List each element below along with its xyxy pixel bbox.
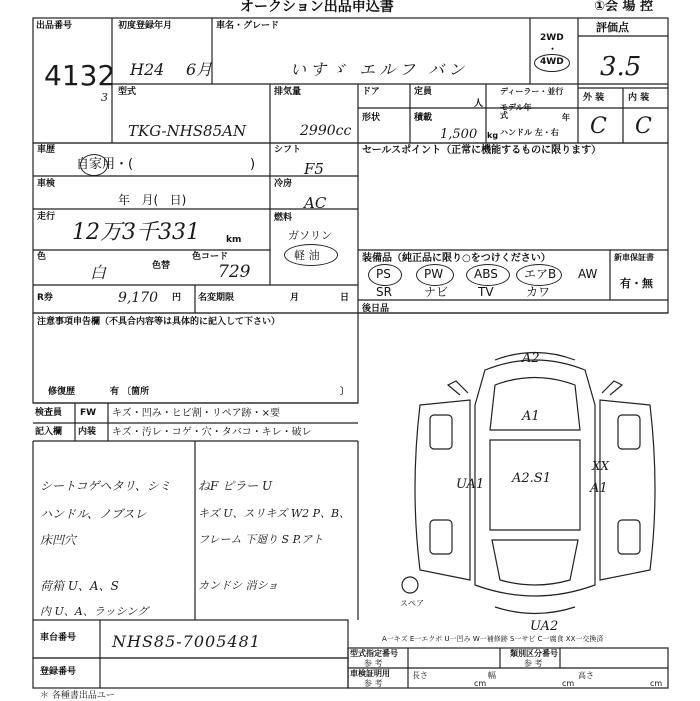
- inspection-note-5: 内 U、A、ラッシング: [40, 605, 148, 618]
- diagram-mark-right: A1: [590, 481, 608, 496]
- diagram-mark-left: UA1: [456, 477, 485, 492]
- height-unit: cm: [650, 679, 663, 688]
- shift-value: F5: [304, 160, 324, 178]
- recycle-label: R券: [37, 293, 53, 303]
- color-code-label: 色コード: [192, 252, 229, 262]
- interior-label: 内 装: [628, 93, 650, 103]
- registration-era: H24: [130, 60, 165, 79]
- damage-legend: A一キズ E一エクボ U一凹み W一補修跡 S一サビ C一腐食 XX一交換済: [382, 635, 604, 643]
- inspection-note-right-1: ねF ピラー U: [198, 479, 273, 493]
- inspection-note-right-4: カンドシ 消ショ: [198, 579, 279, 592]
- form-title: オークション出品申込書: [240, 0, 394, 15]
- ac-value: AC: [304, 194, 327, 212]
- check-row-interior: キズ・汚レ・コゲ・穴・タバコ・キレ・破レ: [112, 427, 312, 438]
- diagram-mark-bottom: UA2: [530, 619, 559, 634]
- shaken-label: 車検: [37, 179, 56, 189]
- drive-dot: ・: [548, 45, 558, 55]
- handle-label: ハンドル 左・右: [500, 128, 559, 137]
- width-unit: cm: [562, 679, 575, 688]
- recycle-value: 9,170: [118, 290, 159, 306]
- evaluation-label: 評価点: [596, 21, 629, 34]
- repair-close: 〕: [340, 387, 350, 397]
- check-row-exterior: キズ・凹み・ヒビ割・リペア跡・×要: [112, 408, 280, 419]
- km-unit: km: [226, 235, 242, 245]
- diagram-mark-top: A2: [522, 351, 540, 366]
- model-year-label: モデル年式: [500, 103, 532, 120]
- sales-point-label: セールスポイント（正常に機能するものに限ります）: [362, 145, 602, 156]
- equip-kawa: カワ: [526, 285, 551, 299]
- model-value: TKG-NHS85AN: [128, 122, 247, 140]
- history-label: 車歴: [37, 145, 56, 155]
- capacity-label: 定員: [414, 87, 433, 97]
- diagram-mark-center: A2.S1: [512, 471, 551, 486]
- car-name: いすゞ エルフ バン: [290, 60, 469, 79]
- door-label: ドア: [362, 87, 380, 97]
- mileage-value: 12万3千331: [72, 220, 200, 245]
- diagram-mark-right-exchange: XX: [592, 459, 610, 473]
- equipment-label: 装備品（純正品に限り○をつけください）: [362, 253, 551, 264]
- drive-4wd-circle: [534, 54, 570, 72]
- width-label: 幅: [488, 671, 496, 680]
- warranty-label: 新車保証書: [614, 253, 654, 262]
- length-label: 長さ: [412, 671, 428, 680]
- inspection-note-4: 荷箱 U、A、S: [40, 579, 119, 593]
- person-unit: 人: [474, 99, 484, 109]
- accessories-label: 後日品: [362, 304, 390, 314]
- equip-navi: ナビ: [424, 285, 449, 299]
- lot-suffix: 3: [101, 91, 108, 104]
- repair-value: 有 〔箇所: [110, 387, 150, 397]
- exterior-grade: C: [590, 114, 607, 139]
- fuel-label: 燃料: [274, 213, 293, 223]
- exterior-label: 外 装: [583, 93, 605, 103]
- equip-sr: SR: [376, 285, 392, 299]
- drive-4wd: 4WD: [540, 57, 564, 67]
- tone-label: 色替: [152, 261, 171, 271]
- inspection-note-right-3: フレーム 下廻り S P.アト: [198, 533, 324, 546]
- load-value: 1,500: [440, 127, 478, 142]
- inspection-note-1: シートコゲヘタリ、シミ: [40, 479, 171, 493]
- model-cert-label: 型式指定番号: [350, 649, 398, 658]
- inspection-note-right-2: キズ U、スリキズ W2 P、B、: [198, 507, 351, 520]
- car-name-label: 車名・グレード: [216, 21, 280, 31]
- entry-label: 記入欄: [35, 427, 63, 437]
- kg-unit: kg: [487, 131, 499, 140]
- equip-tv: TV: [478, 285, 494, 299]
- model-cert-ref: 参 考: [364, 659, 383, 668]
- equip-abs-circle: [466, 264, 510, 286]
- cert-label: 車検証明用: [350, 669, 390, 678]
- interior-grade: C: [635, 114, 652, 139]
- inspection-note-2: ハンドル、ノブスレ: [40, 507, 147, 521]
- class-ref: 参 考: [524, 659, 543, 668]
- cert-ref: 参 考: [364, 679, 383, 688]
- fuel-gasoline: ガソリン: [288, 229, 332, 242]
- notes-label: 注意事項申告欄（不具合内容等は具体的に記入して下さい）: [37, 317, 281, 327]
- history-close: ): [250, 157, 256, 172]
- height-label: 高さ: [578, 671, 594, 680]
- fw-label: FW: [80, 408, 97, 418]
- shaken-value: 年 月( 日): [118, 193, 187, 207]
- yen-unit: 円: [172, 293, 182, 303]
- lot-number-label: 出品番号: [36, 21, 73, 31]
- spare-tire-label: スペア: [400, 599, 424, 608]
- equip-abs: ABS: [474, 267, 498, 281]
- mileage-label: 走行: [37, 212, 56, 222]
- equip-ps-circle: [368, 264, 402, 286]
- displacement-value: 2990cc: [300, 123, 352, 139]
- length-unit: cm: [474, 679, 487, 688]
- lot-number: 4132: [44, 59, 116, 92]
- history-value: 自家用・(: [76, 157, 134, 172]
- chassis-label: 車台番号: [40, 633, 77, 643]
- displacement-label: 排気量: [274, 87, 302, 97]
- day-unit: 日: [340, 293, 350, 303]
- name-change-label: 名変期限: [198, 293, 235, 303]
- equip-ps: PS: [376, 267, 391, 281]
- inspection-note-3: 床凹穴: [40, 533, 77, 547]
- class-label: 類別区分番号: [510, 649, 558, 658]
- venue-copy-label: ①会 場 控: [594, 0, 654, 14]
- shape-label: 形状: [362, 113, 381, 123]
- shift-label: シフト: [274, 145, 302, 155]
- color-value: 白: [90, 263, 107, 282]
- warranty-value: 有・無: [620, 277, 653, 290]
- inspector-label: 検査員: [35, 408, 63, 418]
- history-circle: [80, 154, 108, 176]
- ac-label: 冷房: [274, 179, 293, 189]
- year-unit: 年: [562, 113, 570, 122]
- vehicle-damage-diagram: [400, 345, 670, 635]
- diagram-mark-hood: A1: [522, 409, 540, 424]
- equip-airbag-circle: [516, 264, 562, 286]
- registration-month: 6月: [186, 60, 213, 79]
- dealer-label: ディーラー・並行: [500, 87, 564, 96]
- footer-text: ＊ 各種書出品ユー: [40, 691, 115, 701]
- plate-label: 登録番号: [40, 667, 77, 677]
- drive-2wd: 2WD: [540, 33, 564, 43]
- chassis-number: NHS85-7005481: [112, 632, 261, 651]
- color-label: 色: [37, 252, 47, 262]
- load-label: 積載: [414, 113, 433, 123]
- month-unit: 月: [290, 293, 300, 303]
- fuel-diesel: 軽 油: [294, 249, 320, 262]
- color-code: 729: [218, 262, 251, 282]
- registration-label: 初度登録年月: [118, 21, 173, 31]
- model-label: 型式: [118, 87, 137, 97]
- interior-short-label: 内装: [78, 427, 97, 437]
- equip-aw: AW: [578, 267, 598, 281]
- equip-pw: PW: [424, 267, 444, 281]
- evaluation-score: 3.5: [600, 52, 642, 82]
- equip-pw-circle: [416, 264, 454, 286]
- fuel-diesel-circle: [284, 244, 338, 266]
- equip-airbag: エアB: [524, 267, 557, 281]
- repair-label: 修復歴: [48, 387, 76, 397]
